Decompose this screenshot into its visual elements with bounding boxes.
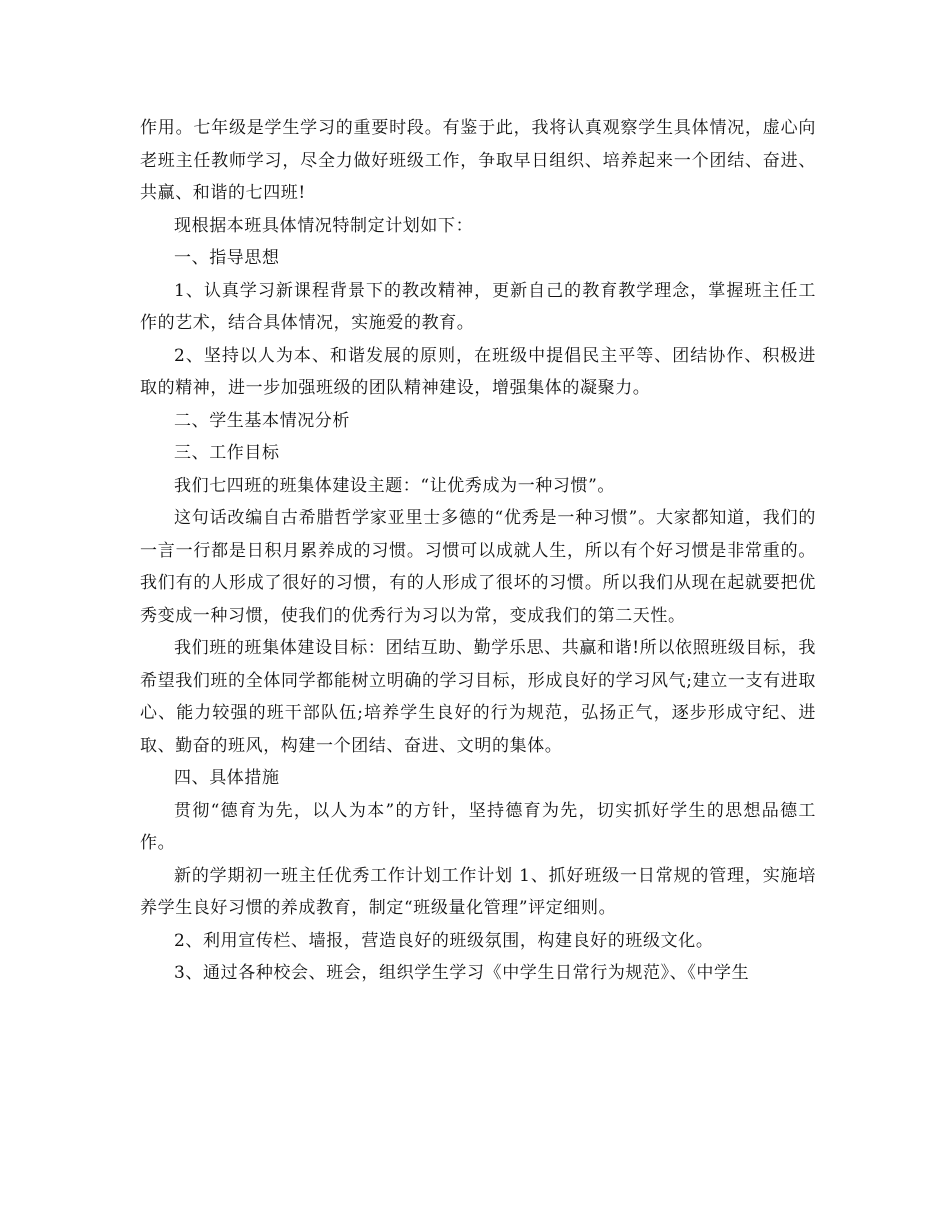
- paragraph-8: 我们七四班的班集体建设主题：“让优秀成为一种习惯”。: [174, 475, 615, 496]
- paragraph-5: 2、坚持以人为本、和谐发展的原则，在班级中提倡民主平等、团结协作、积极进取的精神，进一步加强班级的团队精神建设，增强集体的凝聚力。: [140, 345, 816, 398]
- paragraph-15: 3、通过各种校会、班会，组织学生学习《中学生日常行为规范》、《中学生: [174, 963, 750, 983]
- paragraph-9: 这句话改编自古希腊哲学家亚里士多德的“优秀是一种习惯”。大家都知道，我们的一言一行都是日积月累养成的习惯。习惯可以成就人生，所以有个好习惯是非常重的。我们有的人形成了很好的习惯，有的人形成了很坏的习惯。所以我们从现在起就要把优秀变成一种习惯，使我们的优秀行为习以为常，变成我们的第二天性。: [140, 508, 816, 626]
- paragraph-2: 现根据本班具体情况特制定计划如下：: [174, 215, 474, 236]
- paragraph-12: 贯彻“德育为先，以人为本”的方针，坚持德育为先，切实抓好学生的思想品德工作。: [140, 800, 816, 853]
- paragraph-4: 1、认真学习新课程背景下的教改精神，更新自己的教育教学理念，掌握班主任工作的艺术，结合具体情况，实施爱的教育。: [140, 280, 816, 333]
- section-heading-1: 一、指导思想: [174, 248, 280, 268]
- paragraph-1: 作用。七年级是学生学习的重要时段。有鉴于此，我将认真观察学生具体情况，虚心向老班主任教师学习，尽全力做好班级工作，争取早日组织、培养起来一个团结、奋进、共赢、和谐的七四班!: [140, 118, 816, 203]
- document-body: [140, 112, 816, 990]
- section-heading-2: 二、学生基本情况分析: [174, 410, 350, 431]
- paragraph-10: 我们班的班集体建设目标：团结互助、勤学乐思、共赢和谐!所以依照班级目标，我希望我们班的全体同学都能树立明确的学习目标，形成良好的学习风气;建立一支有进取心、能力较强的班干部队伍;培养学生良好的行为规范，弘扬正气，逐步形成守纪、进取、勤奋的班风，构建一个团结、奋进、文明的集体。: [140, 638, 816, 756]
- paragraph-14: 2、利用宣传栏、墙报，营造良好的班级氛围，构建良好的班级文化。: [174, 930, 714, 951]
- section-heading-3: 三、工作目标: [174, 443, 280, 463]
- section-heading-4: 四、具体措施: [174, 768, 280, 788]
- paragraph-13: 新的学期初一班主任优秀工作计划工作计划 1、抓好班级一日常规的管理，实施培养学生良好习惯的养成教育，制定“班级量化管理”评定细则。: [140, 865, 816, 918]
